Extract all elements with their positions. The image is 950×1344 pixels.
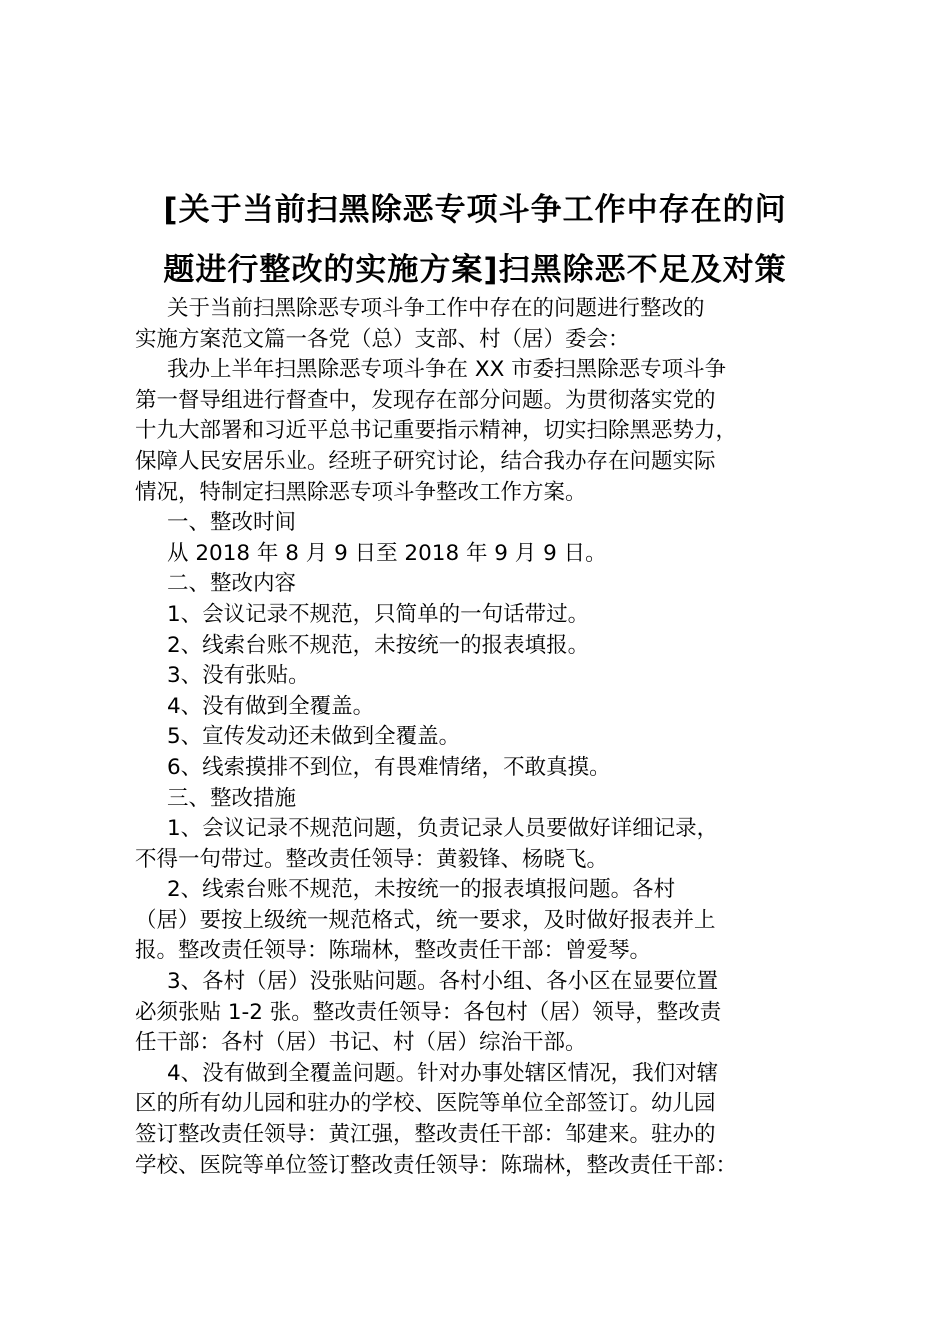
paragraph-line: 报。整改责任领导：陈瑞林，整改责任干部：曾爱琴。	[135, 938, 652, 964]
paragraph-line: 3、各村（居）没张贴问题。各村小组、各小区在显要位置	[167, 969, 719, 995]
list-item: 2、线索台账不规范，未按统一的报表填报。	[167, 632, 590, 658]
list-item: 3、没有张贴。	[167, 663, 310, 689]
paragraph-line: 我办上半年扫黑除恶专项斗争在 XX 市委扫黑除恶专项斗争	[167, 357, 727, 383]
paragraph-line: 情况，特制定扫黑除恶专项斗争整改工作方案。	[135, 479, 587, 505]
paragraph-line: 不得一句带过。整改责任领导：黄毅锋、杨晓飞。	[135, 846, 609, 872]
paragraph-line: 必须张贴 1-2 张。整改责任领导：各包村（居）领导，整改责	[135, 999, 722, 1025]
list-item: 5、宣传发动还未做到全覆盖。	[167, 724, 461, 750]
list-item: 6、线索摸排不到位，有畏难情绪，不敢真摸。	[167, 754, 611, 780]
document-title-line-2: 题进行整改的实施方案]扫黑除恶不足及对策	[163, 252, 787, 288]
paragraph-line: 区的所有幼儿园和驻办的学校、医院等单位全部签订。幼儿园	[135, 1091, 716, 1117]
paragraph-line: 从 2018 年 8 月 9 日至 2018 年 9 月 9 日。	[167, 540, 607, 566]
paragraph-line: 十九大部署和习近平总书记重要指示精神，切实扫除黑恶势力，	[135, 418, 738, 444]
section-heading: 三、整改措施	[167, 785, 297, 811]
paragraph-line: 4、没有做到全覆盖问题。针对办事处辖区情况，我们对辖	[167, 1060, 719, 1086]
paragraph-line: 学校、医院等单位签订整改责任领导：陈瑞林，整改责任干部：	[135, 1152, 738, 1178]
list-item: 4、没有做到全覆盖。	[167, 693, 375, 719]
document-title-line-1: [关于当前扫黑除恶专项斗争工作中存在的问	[163, 192, 787, 228]
section-heading: 一、整改时间	[167, 510, 297, 536]
paragraph-line: 保障人民安居乐业。经班子研究讨论，结合我办存在问题实际	[135, 448, 716, 474]
paragraph-line: 1、会议记录不规范问题，负责记录人员要做好详细记录，	[167, 816, 719, 842]
paragraph-line: 实施方案范文篇一各党（总）支部、村（居）委会：	[135, 326, 630, 352]
paragraph-line: 关于当前扫黑除恶专项斗争工作中存在的问题进行整改的	[167, 296, 705, 321]
paragraph-line: 任干部：各村（居）书记、村（居）综治干部。	[135, 1030, 587, 1056]
list-item: 1、会议记录不规范，只简单的一句话带过。	[167, 601, 590, 627]
document-body	[135, 294, 855, 1181]
paragraph-line: 第一督导组进行督查中，发现存在部分问题。为贯彻落实党的	[135, 387, 716, 413]
section-heading: 二、整改内容	[167, 571, 297, 597]
paragraph-line: （居）要按上级统一规范格式，统一要求，及时做好报表并上	[135, 907, 716, 933]
paragraph-line: 2、线索台账不规范，未按统一的报表填报问题。各村	[167, 877, 676, 903]
paragraph-line: 签订整改责任领导：黄江强，整改责任干部：邹建来。驻办的	[135, 1122, 716, 1148]
